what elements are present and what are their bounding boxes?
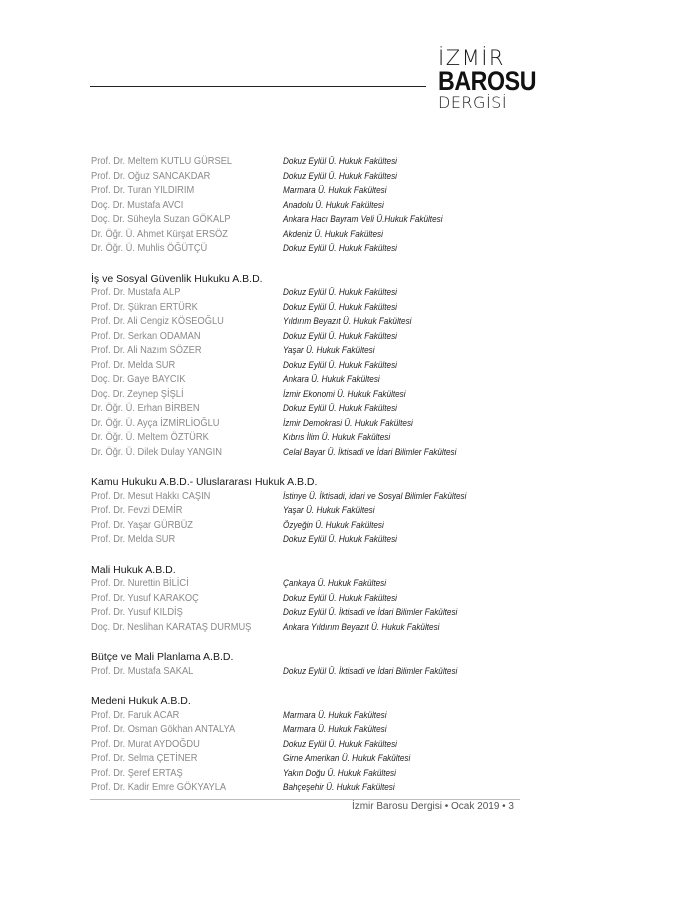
list-item (91, 781, 611, 796)
logo-line-2: BAROSU (438, 66, 537, 96)
member-name: Dr. Öğr. Ü. Dilek Dulay YANGIN (91, 446, 222, 458)
list-item (91, 330, 611, 345)
member-institution: Anadolu Ü. Hukuk Fakültesi (283, 199, 384, 211)
member-institution: Yıldırım Beyazıt Ü. Hukuk Fakültesi (283, 316, 412, 327)
list-item (91, 665, 611, 680)
list-item (91, 402, 611, 417)
section-medeni-hukuk (91, 694, 611, 796)
page-footer: İzmir Barosu Dergisi • Ocak 2019 • 3 (351, 801, 514, 812)
list-item (91, 228, 611, 243)
member-institution: Dokuz Eylül Ü. Hukuk Fakültesi (283, 534, 397, 545)
member-name: Dr. Öğr. Ü. Ayça İZMİRLİOĞLU (91, 417, 220, 429)
member-institution: Yaşar Ü. Hukuk Fakültesi (283, 345, 375, 356)
member-institution: Dokuz Eylül Ü. Hukuk Fakültesi (283, 738, 397, 750)
section-title: Kamu Hukuku A.B.D.- Uluslararası Hukuk A.B.D. (91, 476, 318, 488)
intro-group (91, 155, 611, 257)
member-institution: Kıbrıs İlim Ü. Hukuk Fakültesi (283, 432, 391, 443)
section-title: İş ve Sosyal Güvenlik Hukuku A.B.D. (91, 272, 263, 285)
member-name: Prof. Dr. Selma ÇETİNER (91, 753, 198, 764)
member-name: Dr. Öğr. Ü. Ahmet Kürşat ERSÖZ (91, 228, 228, 240)
member-institution: Dokuz Eylül Ü. Hukuk Fakültesi (283, 170, 397, 182)
list-item (91, 723, 611, 738)
member-institution: Dokuz Eylül Ü. Hukuk Fakültesi (283, 243, 397, 254)
list-item (91, 504, 611, 519)
member-name: Prof. Dr. Yusuf KARAKOÇ (91, 592, 199, 604)
list-item (91, 199, 611, 214)
member-name: Prof. Dr. Şükran ERTÜRK (91, 301, 198, 313)
list-item (91, 606, 611, 621)
member-institution: Dokuz Eylül Ü. İktisadi ve İdari Bilimler Fakültesi (283, 607, 458, 618)
member-name: Prof. Dr. Yusuf KILDİŞ (91, 607, 183, 618)
member-institution: Dokuz Eylül Ü. Hukuk Fakültesi (283, 156, 397, 167)
member-institution: İzmir Demokrasi Ü. Hukuk Fakültesi (283, 417, 413, 429)
member-institution: Dokuz Eylül Ü. İktisadi ve İdari Bilimler Fakültesi (283, 665, 458, 677)
list-item (91, 184, 611, 199)
member-name: Prof. Dr. Melda SUR (91, 359, 176, 371)
member-institution: Marmara Ü. Hukuk Fakültesi (283, 709, 387, 721)
member-institution: Dokuz Eylül Ü. Hukuk Fakültesi (283, 403, 397, 414)
section-title: Mali Hukuk A.B.D. (91, 563, 176, 576)
journal-logo (438, 46, 537, 112)
list-item (91, 490, 611, 505)
header-rule (90, 86, 426, 87)
list-item (91, 577, 611, 592)
member-name: Doç. Dr. Zeynep ŞİŞLİ (91, 388, 184, 400)
member-name: Prof. Dr. Şeref ERTAŞ (91, 767, 183, 779)
member-name: Doç. Dr. Süheyla Suzan GÖKALP (91, 214, 231, 225)
section-title: Medeni Hukuk A.B.D. (91, 695, 191, 707)
member-name: Doç. Dr. Neslihan KARATAŞ DURMUŞ (91, 621, 252, 633)
section-kamu-uluslararasi (91, 475, 611, 548)
member-institution: Özyeğin Ü. Hukuk Fakültesi (283, 519, 384, 531)
list-item (91, 417, 611, 432)
member-institution: İstinye Ü. İktisadi, idari ve Sosyal Bilimler Fakültesi (283, 490, 467, 502)
list-item (91, 709, 611, 724)
member-name: Prof. Dr. Murat AYDOĞDU (91, 738, 200, 750)
member-institution: Ankara Hacı Bayram Veli Ü.Hukuk Fakültesi (283, 214, 443, 225)
member-name: Prof. Dr. Mustafa SAKAL (91, 665, 194, 677)
list-item (91, 519, 611, 534)
member-name: Prof. Dr. Oğuz SANCAKDAR (91, 170, 211, 182)
list-item (91, 446, 611, 461)
member-institution: Dokuz Eylül Ü. Hukuk Fakültesi (283, 592, 397, 604)
member-institution: Dokuz Eylül Ü. Hukuk Fakültesi (283, 330, 397, 342)
list-item (91, 359, 611, 374)
section-title: Bütçe ve Mali Planlama A.B.D. (91, 651, 234, 663)
member-name: Prof. Dr. Ali Nazım SÖZER (91, 345, 202, 356)
list-item (91, 431, 611, 446)
member-name: Prof. Dr. Yaşar GÜRBÜZ (91, 519, 193, 531)
member-institution: Dokuz Eylül Ü. Hukuk Fakültesi (283, 287, 397, 298)
member-name: Prof. Dr. Kadir Emre GÖKYAYLA (91, 782, 227, 793)
list-item (91, 388, 611, 403)
section-mali-hukuk (91, 563, 611, 636)
list-item (91, 315, 611, 330)
list-item (91, 767, 611, 782)
member-institution: Dokuz Eylül Ü. Hukuk Fakültesi (283, 359, 397, 371)
member-name: Dr. Öğr. Ü. Erhan BİRBEN (91, 403, 200, 414)
member-name: Prof. Dr. Turan YILDIRIM (91, 185, 195, 196)
member-name: Prof. Dr. Mesut Hakkı CAŞIN (91, 490, 211, 502)
list-item (91, 592, 611, 607)
footer-rule (90, 799, 520, 800)
logo-line-3: DERGİSİ (438, 93, 508, 112)
section-is-sosyal-guvenlik (91, 272, 611, 461)
member-institution: Çankaya Ü. Hukuk Fakültesi (283, 578, 387, 589)
list-item (91, 373, 611, 388)
member-name: Prof. Dr. Ali Cengiz KÖSEOĞLU (91, 316, 224, 327)
member-name: Prof. Dr. Meltem KUTLU GÜRSEL (91, 156, 233, 167)
list-item (91, 533, 611, 548)
list-item (91, 213, 611, 228)
list-item (91, 738, 611, 753)
member-name: Prof. Dr. Nurettin BİLİCİ (91, 578, 189, 589)
list-item (91, 301, 611, 316)
member-name: Doç. Dr. Mustafa AVCI (91, 199, 184, 211)
member-institution: Dokuz Eylül Ü. Hukuk Fakültesi (283, 301, 397, 313)
member-institution: Girne Amerikan Ü. Hukuk Fakültesi (283, 753, 411, 764)
member-name: Prof. Dr. Osman Gökhan ANTALYA (91, 724, 236, 735)
member-name: Prof. Dr. Fevzi DEMİR (91, 505, 183, 516)
member-institution: İzmir Ekonomi Ü. Hukuk Fakültesi (283, 388, 406, 400)
member-name: Prof. Dr. Melda SUR (91, 534, 176, 545)
list-item (91, 170, 611, 185)
member-name: Prof. Dr. Mustafa ALP (91, 287, 181, 298)
member-institution: Akdeniz Ü. Hukuk Fakültesi (283, 228, 383, 240)
list-item (91, 752, 611, 767)
member-institution: Bahçeşehir Ü. Hukuk Fakültesi (283, 782, 395, 793)
member-institution: Marmara Ü. Hukuk Fakültesi (283, 724, 387, 735)
list-item (91, 344, 611, 359)
member-name: Dr. Öğr. Ü. Meltem ÖZTÜRK (91, 432, 209, 443)
logo-line-1: İZMİR (438, 46, 505, 70)
member-institution: Celal Bayar Ü. İktisadi ve İdari Bilimler Fakültesi (283, 446, 457, 458)
member-institution: Yaşar Ü. Hukuk Fakültesi (283, 505, 375, 516)
member-institution: Yakın Doğu Ü. Hukuk Fakültesi (283, 767, 396, 779)
board-list (91, 155, 611, 796)
member-name: Doç. Dr. Gaye BAYCIK (91, 374, 186, 385)
list-item (91, 242, 611, 257)
list-item (91, 155, 611, 170)
member-institution: Marmara Ü. Hukuk Fakültesi (283, 185, 387, 196)
member-name: Prof. Dr. Serkan ODAMAN (91, 330, 201, 342)
list-item (91, 286, 611, 301)
member-institution: Ankara Ü. Hukuk Fakültesi (283, 374, 380, 385)
member-name: Prof. Dr. Faruk ACAR (91, 709, 180, 721)
list-item (91, 621, 611, 636)
section-butce-mali-planlama (91, 650, 611, 679)
member-name: Dr. Öğr. Ü. Muhlis ÖĞÜTÇÜ (91, 243, 208, 254)
member-institution: Ankara Yıldırım Beyazıt Ü. Hukuk Fakültesi (283, 621, 440, 633)
